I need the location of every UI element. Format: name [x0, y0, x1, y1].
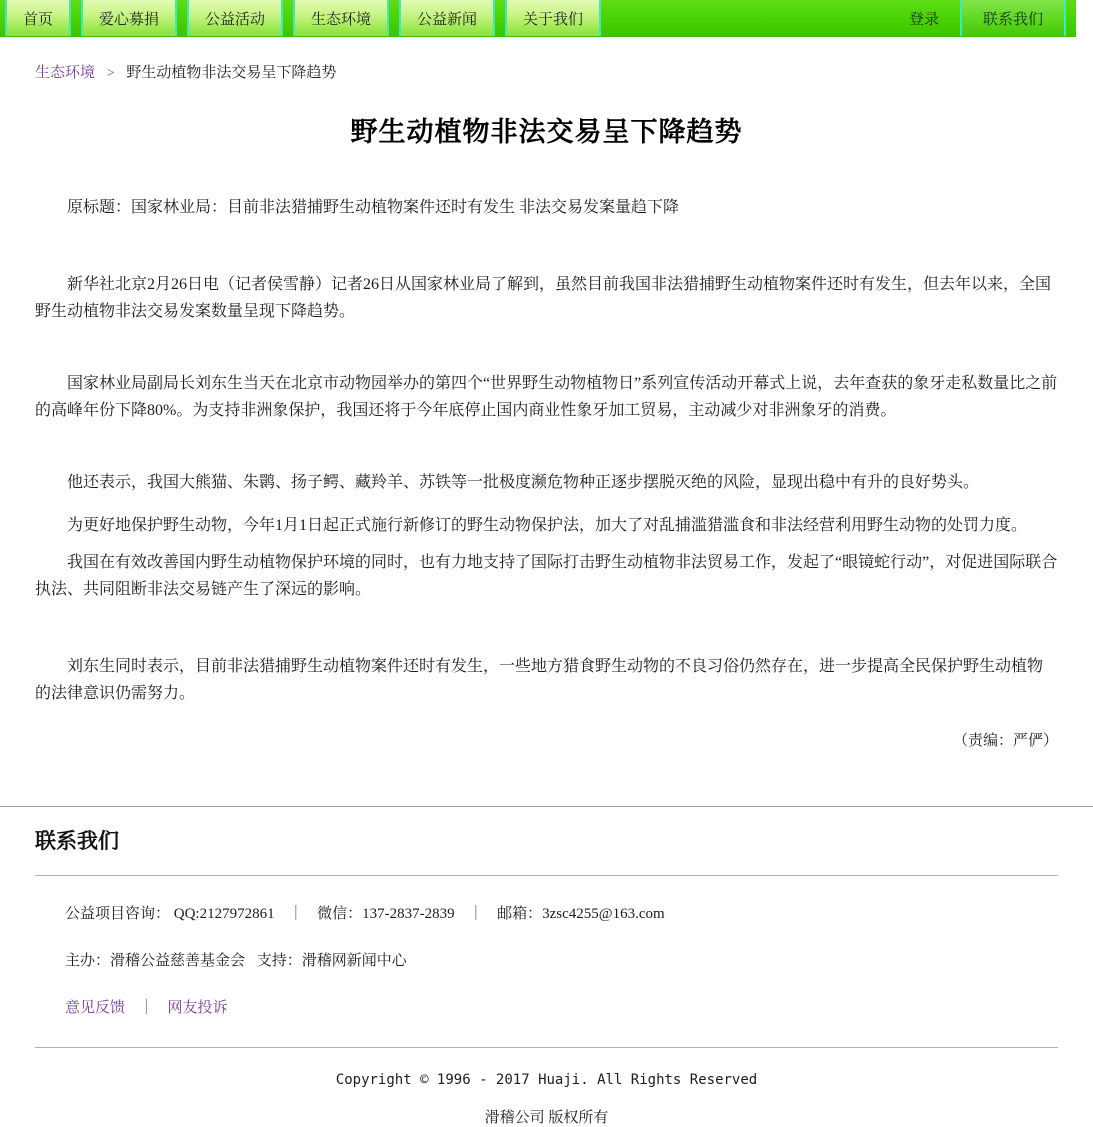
contact-wechat: 微信：137-2837-2839 [317, 906, 455, 922]
breadcrumb-separator: > [106, 66, 115, 81]
site-footer [0, 806, 1093, 1127]
breadcrumb-current-page: 野生动植物非法交易呈下降趋势 [126, 65, 337, 81]
top-nav-bar [0, 0, 1076, 37]
nav-left-group [0, 0, 606, 36]
article-paragraph-lede: 新华社北京2月26日电（记者侯雪静）记者26日从国家林业局了解到，虽然目前我国非法猎捕野生动植物案件还时有发生，但去年以来，全国野生动植物非法交易发案数量呈现下降趋势。 [35, 276, 1052, 320]
nav-item-donation[interactable]: 爱心募捐 [81, 0, 177, 36]
contact-email: 邮箱：3zsc4255@163.com [497, 906, 665, 922]
links-separator: ｜ [138, 1000, 154, 1016]
footer-links-line [65, 996, 1093, 1017]
nav-item-about[interactable]: 关于我们 [505, 0, 601, 36]
footer-divider-top [35, 875, 1058, 876]
article-paragraph-international: 我国在有效改善国内野生动植物保护环境的同时，也有力地支持了国际打击野生动植物非法贸易工作，发起了“眼镜蛇行动”，对促进国际联合执法、共同阻断非法交易链产生了深远的影响。 [35, 554, 1058, 598]
footer-heading: 联系我们 [35, 829, 119, 853]
footer-divider-bottom [35, 1047, 1058, 1048]
complaint-link[interactable]: 网友投诉 [167, 1000, 228, 1016]
nav-item-ecology[interactable]: 生态环境 [293, 0, 389, 36]
host-organizer: 主办：滑稽公益慈善基金会 [65, 953, 246, 969]
article-body [0, 110, 1093, 750]
footer-contact-line [65, 902, 1093, 923]
copyright-english: Copyright © 1996 - 2017 Huaji. All Rights Reserved [335, 1072, 758, 1088]
article-paragraph-ivory: 国家林业局副局长刘东生当天在北京市动物园举办的第四个“世界野生动物植物日”系列宣传活动开幕式上说，去年查获的象牙走私数量比之前的高峰年份下降80%。为支持非洲象保护，我国还将于今年底停止国内商业性象牙加工贸易，主动减少对非洲象牙的消费。 [35, 375, 1058, 419]
editor-credit: （责编：严俨） [952, 733, 1058, 749]
host-supporter: 支持：滑稽网新闻中心 [256, 953, 407, 969]
contact-separator: ｜ [468, 906, 484, 922]
contact-label: 公益项目咨询： [65, 906, 171, 922]
nav-item-news[interactable]: 公益新闻 [399, 0, 495, 36]
footer-host-line [65, 949, 1093, 970]
contact-qq: QQ:2127972861 [173, 906, 275, 922]
article-paragraph-original-title: 原标题：国家林业局：目前非法猎捕野生动植物案件还时有发生 非法交易发案量趋下降 [67, 199, 680, 216]
contact-separator: ｜ [288, 906, 304, 922]
article-title: 野生动植物非法交易呈下降趋势 [350, 117, 743, 147]
nav-right-group [888, 0, 1076, 36]
breadcrumb-category-link[interactable]: 生态环境 [35, 65, 96, 81]
login-button[interactable]: 登录 [908, 11, 939, 28]
copyright-chinese: 滑稽公司 版权所有 [484, 1110, 609, 1126]
article-paragraph-law: 为更好地保护野生动物，今年1月1日起正式施行新修订的野生动物保护法，加大了对乱捕滥猎滥食和非法经营利用野生动物的处罚力度。 [67, 517, 1028, 534]
nav-item-home[interactable]: 首页 [5, 0, 71, 36]
feedback-link[interactable]: 意见反馈 [65, 1000, 126, 1016]
contact-us-button[interactable]: 联系我们 [960, 0, 1066, 36]
article-paragraph-species: 他还表示，我国大熊猫、朱鹮、扬子鳄、藏羚羊、苏铁等一批极度濒危物种正逐步摆脱灭绝的风险，显现出稳中有升的良好势头。 [67, 474, 980, 491]
article-paragraph-closing: 刘东生同时表示，目前非法猎捕野生动植物案件还时有发生，一些地方猎食野生动物的不良习俗仍然存在，进一步提高全民保护野生动植物的法律意识仍需努力。 [35, 658, 1044, 702]
nav-item-activities[interactable]: 公益活动 [187, 0, 283, 36]
breadcrumb [35, 61, 1093, 82]
